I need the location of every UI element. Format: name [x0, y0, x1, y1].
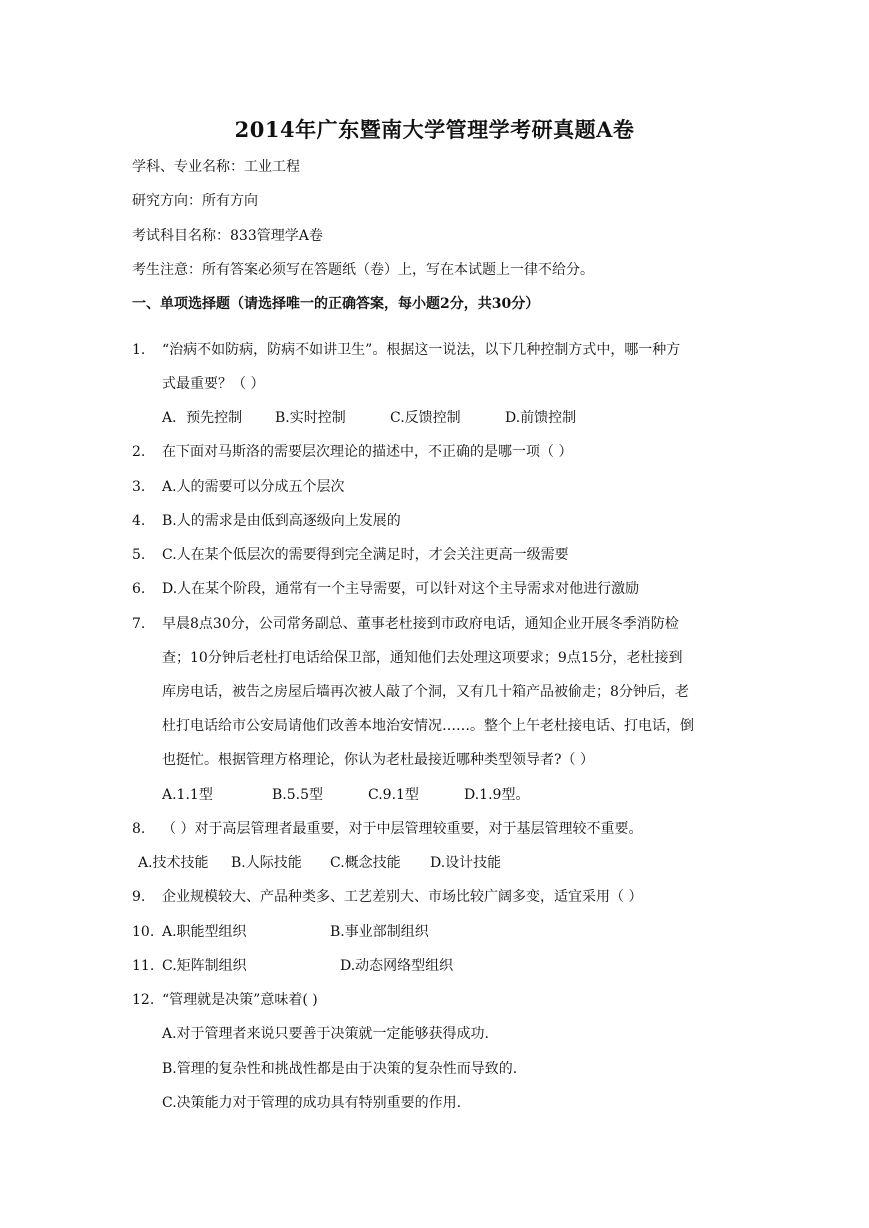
question-text: 杜打电话给市公安局请他们改善本地治安情况……。整个上午老杜接电话、打电话，倒	[162, 718, 694, 734]
direction-line: 研究方向：所有方向	[132, 193, 258, 209]
option-a: A.技术技能	[138, 855, 209, 871]
question-text: 查；10分钟后老杜打电话给保卫部，通知他们去处理这项要求；9点15分，老杜接到	[162, 650, 683, 666]
option-d: D.1.9型。	[464, 787, 530, 803]
option-a: A.对于管理者来说只要善于决策就一定能够获得成功.	[162, 1026, 490, 1042]
option-a: A．预先控制	[162, 410, 243, 426]
page-title: 2014年广东暨南大学管理学考研真题A卷	[234, 117, 635, 142]
question-number: 10.	[132, 924, 155, 940]
option-d: D.动态网络型组织	[340, 958, 454, 974]
question-number: 2.	[132, 444, 146, 460]
option-a: A.职能型组织	[162, 924, 247, 940]
question-text: 库房电话，被告之房屋后墙再次被人敲了个洞，又有几十箱产品被偷走；8分钟后，老	[162, 684, 689, 700]
option-b: B.实时控制	[275, 410, 346, 426]
option-d: D.设计技能	[430, 855, 502, 871]
option-b: B.事业部制组织	[330, 924, 429, 940]
question-number: 9.	[132, 889, 146, 905]
question-text: 企业规模较大、产品种类多、工艺差别大、市场比较广阔多变，适宜采用（ ）	[162, 889, 643, 905]
notice-line: 考生注意：所有答案必须写在答题纸（卷）上，写在本试题上一律不给分。	[132, 262, 594, 278]
option-c: C.概念技能	[330, 855, 401, 871]
question-number: 8.	[132, 821, 146, 837]
question-text: “管理就是决策”意味着( )	[162, 992, 318, 1008]
question-text: 在下面对马斯洛的需要层次理论的描述中，不正确的是哪一项（ ）	[162, 444, 573, 460]
option-a: A.1.1型	[162, 787, 213, 803]
question-text: C.人在某个低层次的需要得到完全满足时，才会关注更高一级需要	[162, 547, 569, 563]
question-text: （ ）对于高层管理者最重要，对于中层管理较重要，对于基层管理较不重要。	[162, 821, 643, 837]
question-text: D.人在某个阶段，通常有一个主导需要，可以针对这个主导需求对他进行激励	[162, 581, 640, 597]
question-text: “治病不如防病，防病不如讲卫生”。根据这一说法，以下几种控制方式中，哪一种方	[162, 342, 681, 358]
question-number: 3.	[132, 479, 146, 495]
exam-line: 考试科目名称：833管理学A卷	[132, 228, 323, 244]
question-number: 4.	[132, 513, 146, 529]
option-b: B.5.5型	[272, 787, 324, 803]
question-number: 7.	[132, 616, 146, 632]
option-b: B.管理的复杂性和挑战性都是由于决策的复杂性而导致的.	[162, 1061, 518, 1077]
question-number: 1.	[132, 342, 146, 358]
question-text: 早晨8点30分，公司常务副总、董事老杜接到市政府电话，通知企业开展冬季消防检	[162, 616, 679, 632]
subject-line: 学科、专业名称：工业工程	[132, 159, 300, 175]
section-heading: 一、单项选择题（请选择唯一的正确答案，每小题2分，共30分）	[132, 296, 540, 312]
question-number: 11.	[132, 958, 155, 974]
question-text: B.人的需求是由低到高逐级向上发展的	[162, 513, 401, 529]
option-c: C.反馈控制	[390, 410, 461, 426]
question-text: 也挺忙。根据管理方格理论，你认为老杜最接近哪种类型领导者?（ ）	[162, 752, 594, 768]
question-text: A.人的需要可以分成五个层次	[162, 479, 345, 495]
question-number: 12.	[132, 992, 155, 1008]
option-c: C.决策能力对于管理的成功具有特别重要的作用.	[162, 1095, 462, 1111]
question-text: 式最重要？（ ）	[162, 376, 265, 392]
question-number: 6.	[132, 581, 146, 597]
option-b: B.人际技能	[231, 855, 302, 871]
option-c: C.9.1型	[368, 787, 419, 803]
option-c: C.矩阵制组织	[162, 958, 247, 974]
option-d: D.前馈控制	[505, 410, 577, 426]
question-number: 5.	[132, 547, 146, 563]
